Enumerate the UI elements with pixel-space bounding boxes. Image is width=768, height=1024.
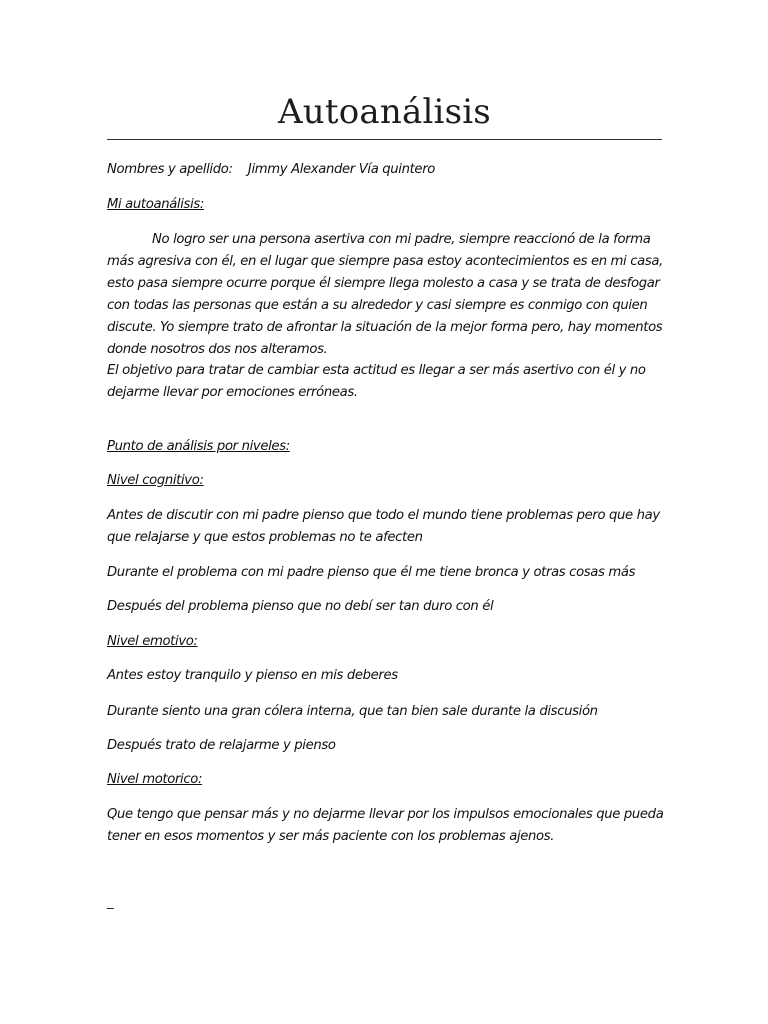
- emotivo-durante: Durante siento una gran cólera interna, que tan bien sale durante la discusión: [107, 704, 598, 719]
- trailing-mark: _: [107, 895, 114, 910]
- document-title: Autoanálisis: [278, 92, 491, 132]
- student-label: Nombres y apellido:: [107, 162, 233, 177]
- student-name: Jimmy Alexander Vía quintero: [247, 162, 435, 177]
- paragraph-line: El objetivo para tratar de cambiar esta actitud es llegar a ser más asertivo con él y no: [107, 363, 646, 378]
- nivel-emotivo-heading: Nivel emotivo:: [107, 634, 198, 649]
- paragraph-line: esto pasa siempre ocurre porque él siempre llega molesto a casa y se trata de desfogar: [107, 276, 660, 291]
- nivel-cognitivo-heading: Nivel cognitivo:: [107, 473, 204, 488]
- title-divider: [107, 139, 662, 140]
- emotivo-despues: Después trato de relajarme y pienso: [107, 738, 336, 753]
- cognitivo-despues: Después del problema pienso que no debí ser tan duro con él: [107, 599, 494, 614]
- motorico-line: tener en esos momentos y ser más paciente con los problemas ajenos.: [107, 829, 555, 844]
- nivel-motorico-heading: Nivel motorico:: [107, 772, 203, 787]
- paragraph-line: más agresiva con él, en el lugar que siempre pasa estoy acontecimientos es en mi casa,: [107, 254, 663, 269]
- paragraph-line: donde nosotros dos nos alteramos.: [107, 342, 328, 357]
- cognitivo-durante: Durante el problema con mi padre pienso que él me tiene bronca y otras cosas más: [107, 565, 636, 580]
- emotivo-antes: Antes estoy tranquilo y pienso en mis deberes: [107, 668, 398, 683]
- paragraph-line: dejarme llevar por emociones erróneas.: [107, 385, 358, 400]
- student-line: [107, 159, 652, 181]
- paragraph-line: No logro ser una persona asertiva con mi padre, siempre reaccionó de la forma: [152, 232, 651, 247]
- mi-autoanalisis-heading: Mi autoanálisis:: [107, 197, 205, 212]
- paragraph-line: con todas las personas que están a su alrededor y casi siempre es conmigo con quien: [107, 298, 648, 313]
- cognitivo-antes-line: que relajarse y que estos problemas no te afecten: [107, 530, 423, 545]
- punto-analisis-heading: Punto de análisis por niveles:: [107, 439, 290, 454]
- paragraph-line: discute. Yo siempre trato de afrontar la situación de la mejor forma pero, hay momentos: [107, 320, 663, 335]
- cognitivo-antes-line: Antes de discutir con mi padre pienso que todo el mundo tiene problemas pero que hay: [107, 508, 660, 523]
- motorico-line: Que tengo que pensar más y no dejarme llevar por los impulsos emocionales que pueda: [107, 807, 664, 822]
